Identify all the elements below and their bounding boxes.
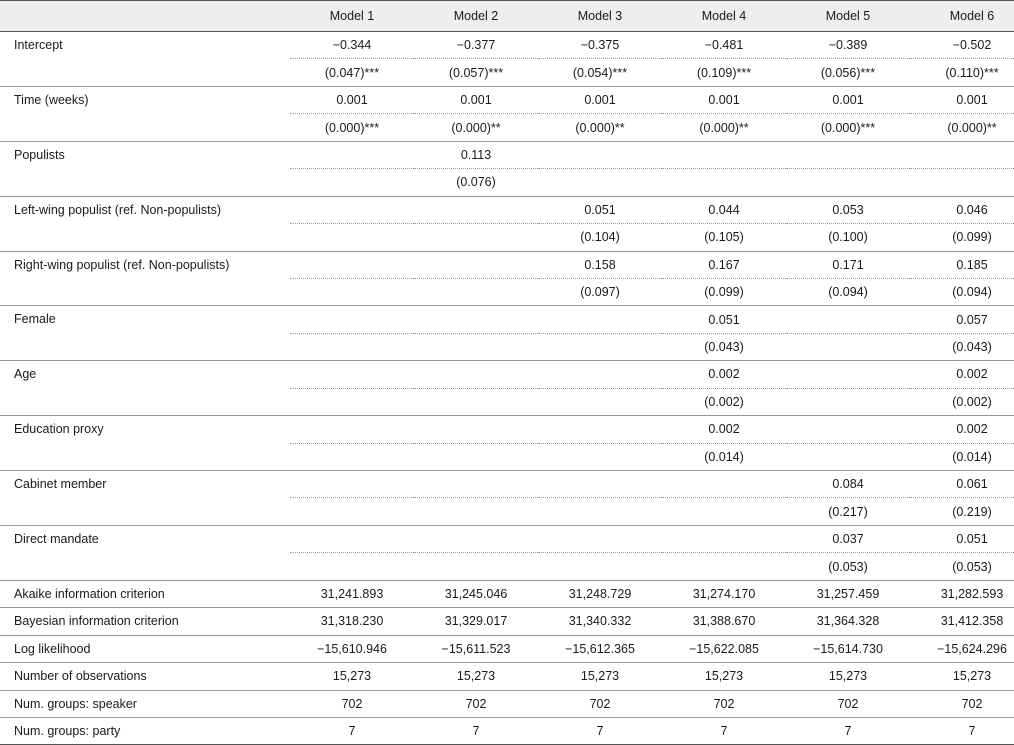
estimate-cell: [290, 306, 414, 333]
stat-cell: 702: [538, 690, 662, 717]
estimate-cell: [290, 416, 414, 443]
header-model-2: Model 2: [414, 1, 538, 32]
std-error-cell: (0.094): [910, 278, 1014, 305]
std-error-cell: [290, 278, 414, 305]
estimate-cell: −0.344: [290, 32, 414, 59]
stat-cell: 7: [414, 717, 538, 744]
estimate-cell: 0.001: [414, 86, 538, 113]
std-error-cell: (0.000)**: [662, 114, 786, 141]
estimate-cell: 0.185: [910, 251, 1014, 278]
stat-cell: 31,282.593: [910, 580, 1014, 607]
std-error-cell: (0.094): [786, 278, 910, 305]
std-error-cell: (0.053): [910, 553, 1014, 580]
estimate-cell: [414, 361, 538, 388]
std-error-cell: (0.219): [910, 498, 1014, 525]
row-label: Num. groups: speaker: [0, 690, 290, 717]
estimate-cell: [538, 361, 662, 388]
estimate-cell: 0.171: [786, 251, 910, 278]
std-error-cell: (0.054)***: [538, 59, 662, 86]
stat-cell: −15,614.730: [786, 635, 910, 662]
estimate-cell: [538, 306, 662, 333]
std-error-cell: [910, 169, 1014, 196]
stat-cell: 15,273: [290, 663, 414, 690]
stat-cell: 31,274.170: [662, 580, 786, 607]
stat-cell: 7: [662, 717, 786, 744]
table-body: [0, 32, 1014, 745]
stat-cell: 702: [414, 690, 538, 717]
stat-cell: 15,273: [662, 663, 786, 690]
std-error-cell: (0.057)***: [414, 59, 538, 86]
stat-cell: 702: [786, 690, 910, 717]
std-error-cell: [414, 553, 538, 580]
std-error-cell: (0.076): [414, 169, 538, 196]
estimate-cell: 0.057: [910, 306, 1014, 333]
estimate-cell: 0.037: [786, 525, 910, 552]
estimate-cell: 0.053: [786, 196, 910, 223]
estimate-cell: [414, 196, 538, 223]
row-label: Num. groups: party: [0, 717, 290, 744]
std-error-cell: (0.000)***: [290, 114, 414, 141]
std-error-cell: (0.097): [538, 278, 662, 305]
stat-cell: 31,248.729: [538, 580, 662, 607]
estimate-cell: [290, 525, 414, 552]
estimate-cell: [538, 141, 662, 168]
estimate-cell: 0.001: [662, 86, 786, 113]
coef-estimate-row: [0, 251, 1014, 278]
stat-cell: 7: [910, 717, 1014, 744]
estimate-cell: [662, 471, 786, 498]
stat-cell: −15,622.085: [662, 635, 786, 662]
std-error-cell: [662, 169, 786, 196]
estimate-cell: [538, 525, 662, 552]
header-model-4: Model 4: [662, 1, 786, 32]
std-error-cell: (0.105): [662, 224, 786, 251]
coef-estimate-row: [0, 196, 1014, 223]
std-error-cell: [538, 333, 662, 360]
row-label: Log likelihood: [0, 635, 290, 662]
row-label: Intercept: [0, 32, 290, 87]
std-error-cell: [538, 553, 662, 580]
row-label: Time (weeks): [0, 86, 290, 141]
std-error-cell: (0.110)***: [910, 59, 1014, 86]
stat-row: [0, 580, 1014, 607]
estimate-cell: 0.002: [910, 361, 1014, 388]
row-label: Left-wing populist (ref. Non-populists): [0, 196, 290, 251]
coef-estimate-row: [0, 86, 1014, 113]
stat-cell: 7: [786, 717, 910, 744]
estimate-cell: 0.046: [910, 196, 1014, 223]
std-error-cell: (0.000)**: [414, 114, 538, 141]
row-label: Populists: [0, 141, 290, 196]
stat-cell: 31,364.328: [786, 608, 910, 635]
std-error-cell: [414, 333, 538, 360]
stat-cell: 702: [290, 690, 414, 717]
stat-cell: 31,318.230: [290, 608, 414, 635]
coef-estimate-row: [0, 141, 1014, 168]
estimate-cell: 0.002: [662, 361, 786, 388]
stat-row: [0, 635, 1014, 662]
estimate-cell: 0.044: [662, 196, 786, 223]
std-error-cell: [786, 443, 910, 470]
estimate-cell: −0.377: [414, 32, 538, 59]
stat-row: [0, 717, 1014, 744]
stat-cell: 15,273: [414, 663, 538, 690]
row-label: Akaike information criterion: [0, 580, 290, 607]
std-error-cell: [290, 443, 414, 470]
stat-row: [0, 608, 1014, 635]
estimate-cell: 0.051: [910, 525, 1014, 552]
std-error-cell: [290, 333, 414, 360]
std-error-cell: [786, 169, 910, 196]
estimate-cell: [414, 416, 538, 443]
row-label: Education proxy: [0, 416, 290, 471]
std-error-cell: (0.043): [910, 333, 1014, 360]
header-model-3: Model 3: [538, 1, 662, 32]
std-error-cell: [290, 169, 414, 196]
std-error-cell: (0.099): [662, 278, 786, 305]
stat-cell: 31,412.358: [910, 608, 1014, 635]
std-error-cell: [290, 498, 414, 525]
coef-estimate-row: [0, 361, 1014, 388]
stat-cell: −15,611.523: [414, 635, 538, 662]
std-error-cell: [662, 553, 786, 580]
estimate-cell: [538, 416, 662, 443]
header-model-5: Model 5: [786, 1, 910, 32]
std-error-cell: (0.000)**: [910, 114, 1014, 141]
estimate-cell: 0.001: [786, 86, 910, 113]
estimate-cell: [290, 361, 414, 388]
stat-cell: 15,273: [910, 663, 1014, 690]
coef-estimate-row: [0, 306, 1014, 333]
stat-cell: 702: [662, 690, 786, 717]
estimate-cell: [786, 416, 910, 443]
std-error-cell: [538, 388, 662, 415]
coef-estimate-row: [0, 416, 1014, 443]
std-error-cell: [538, 443, 662, 470]
std-error-cell: (0.053): [786, 553, 910, 580]
stat-cell: 31,329.017: [414, 608, 538, 635]
estimate-cell: 0.051: [538, 196, 662, 223]
std-error-cell: [414, 443, 538, 470]
stat-cell: −15,610.946: [290, 635, 414, 662]
std-error-cell: [538, 498, 662, 525]
std-error-cell: [786, 388, 910, 415]
std-error-cell: [786, 333, 910, 360]
estimate-cell: [414, 525, 538, 552]
estimate-cell: [538, 471, 662, 498]
stat-cell: 31,340.332: [538, 608, 662, 635]
estimate-cell: −0.481: [662, 32, 786, 59]
header-row: [0, 1, 1014, 32]
estimate-cell: [786, 306, 910, 333]
estimate-cell: −0.389: [786, 32, 910, 59]
std-error-cell: [414, 498, 538, 525]
estimate-cell: 0.002: [910, 416, 1014, 443]
std-error-cell: (0.047)***: [290, 59, 414, 86]
std-error-cell: (0.217): [786, 498, 910, 525]
estimate-cell: [290, 471, 414, 498]
stat-cell: 31,257.459: [786, 580, 910, 607]
header-corner: [0, 1, 290, 32]
std-error-cell: [538, 169, 662, 196]
estimate-cell: [662, 525, 786, 552]
estimate-cell: −0.375: [538, 32, 662, 59]
stat-cell: −15,624.296: [910, 635, 1014, 662]
stat-cell: 31,388.670: [662, 608, 786, 635]
estimate-cell: 0.001: [538, 86, 662, 113]
estimate-cell: 0.158: [538, 251, 662, 278]
std-error-cell: [290, 224, 414, 251]
std-error-cell: (0.002): [910, 388, 1014, 415]
std-error-cell: (0.043): [662, 333, 786, 360]
stat-row: [0, 690, 1014, 717]
estimate-cell: [662, 141, 786, 168]
row-label: Bayesian information criterion: [0, 608, 290, 635]
estimate-cell: −0.502: [910, 32, 1014, 59]
estimate-cell: 0.061: [910, 471, 1014, 498]
estimate-cell: [414, 306, 538, 333]
stat-cell: 15,273: [786, 663, 910, 690]
estimate-cell: [290, 251, 414, 278]
estimate-cell: 0.113: [414, 141, 538, 168]
header-model-1: Model 1: [290, 1, 414, 32]
std-error-cell: [414, 388, 538, 415]
estimate-cell: [786, 361, 910, 388]
std-error-cell: [290, 388, 414, 415]
std-error-cell: (0.002): [662, 388, 786, 415]
stat-cell: 15,273: [538, 663, 662, 690]
std-error-cell: (0.109)***: [662, 59, 786, 86]
estimate-cell: [786, 141, 910, 168]
coef-estimate-row: [0, 525, 1014, 552]
header-model-6: Model 6: [910, 1, 1014, 32]
coef-estimate-row: [0, 471, 1014, 498]
stat-row: [0, 663, 1014, 690]
stat-cell: 7: [290, 717, 414, 744]
row-label: Age: [0, 361, 290, 416]
std-error-cell: (0.104): [538, 224, 662, 251]
stat-cell: 702: [910, 690, 1014, 717]
estimate-cell: [414, 251, 538, 278]
row-label: Number of observations: [0, 663, 290, 690]
estimate-cell: 0.051: [662, 306, 786, 333]
std-error-cell: (0.056)***: [786, 59, 910, 86]
estimate-cell: [910, 141, 1014, 168]
estimate-cell: [290, 196, 414, 223]
stat-cell: 7: [538, 717, 662, 744]
std-error-cell: (0.014): [910, 443, 1014, 470]
row-label: Female: [0, 306, 290, 361]
estimate-cell: [414, 471, 538, 498]
estimate-cell: 0.001: [910, 86, 1014, 113]
std-error-cell: [414, 224, 538, 251]
row-label: Cabinet member: [0, 471, 290, 526]
estimate-cell: 0.084: [786, 471, 910, 498]
row-label: Direct mandate: [0, 525, 290, 580]
estimate-cell: 0.002: [662, 416, 786, 443]
estimate-cell: [290, 141, 414, 168]
estimate-cell: 0.167: [662, 251, 786, 278]
std-error-cell: (0.000)***: [786, 114, 910, 141]
stat-cell: 31,245.046: [414, 580, 538, 607]
std-error-cell: [662, 498, 786, 525]
std-error-cell: (0.099): [910, 224, 1014, 251]
row-label: Right-wing populist (ref. Non-populists): [0, 251, 290, 306]
coef-estimate-row: [0, 32, 1014, 59]
std-error-cell: [290, 553, 414, 580]
stat-cell: 31,241.893: [290, 580, 414, 607]
estimate-cell: 0.001: [290, 86, 414, 113]
std-error-cell: (0.000)**: [538, 114, 662, 141]
std-error-cell: (0.100): [786, 224, 910, 251]
std-error-cell: (0.014): [662, 443, 786, 470]
stat-cell: −15,612.365: [538, 635, 662, 662]
std-error-cell: [414, 278, 538, 305]
